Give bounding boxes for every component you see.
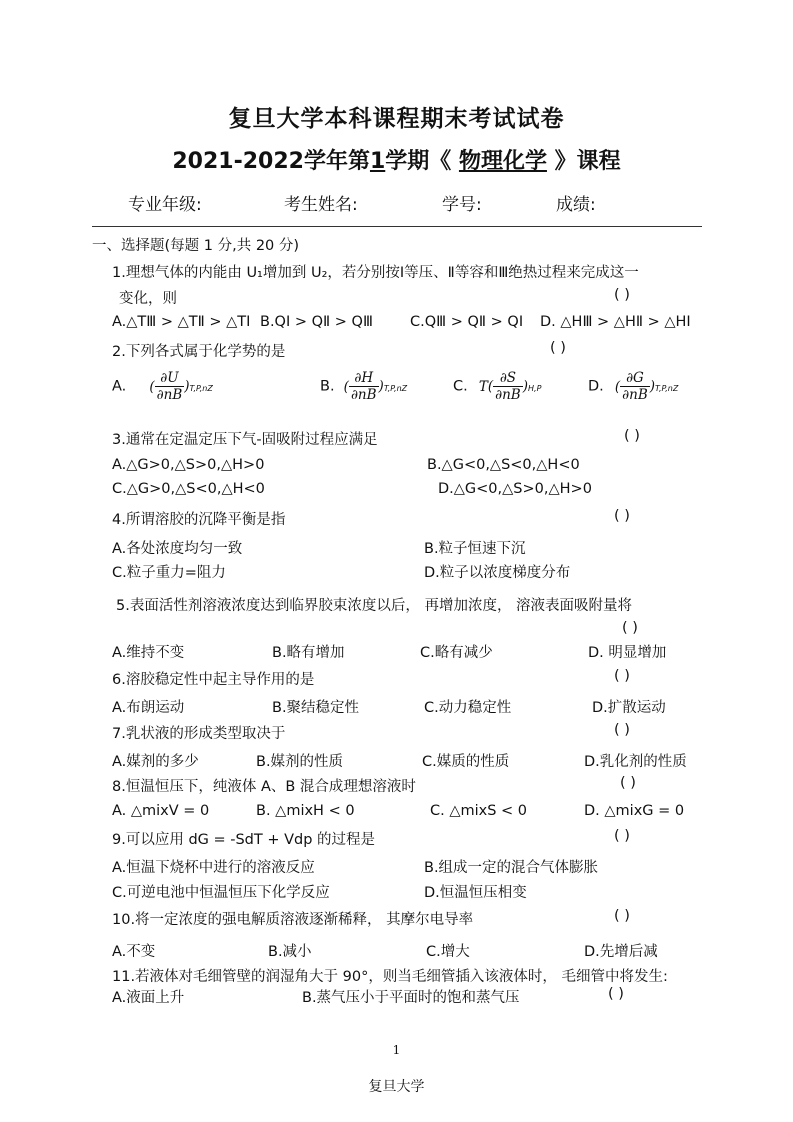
- q3-stem: 3.通常在定温定压下气-固吸附过程应满足: [112, 432, 378, 448]
- q1-answer-paren: ( ): [614, 287, 630, 303]
- q5-answer-paren: ( ): [622, 620, 638, 636]
- q2-b-denominator: ∂nB: [350, 387, 377, 403]
- student-id-label: 学号:: [442, 195, 482, 215]
- q10-option-d: D.先增后减: [584, 944, 658, 960]
- q6-option-b: B.聚结稳定性: [272, 700, 360, 716]
- footer-school: 复旦大学: [368, 1079, 425, 1095]
- q2-d-subscript: T,P,nZ: [655, 384, 679, 393]
- q1-option-b: B.QⅠ > QⅡ > QⅢ: [260, 314, 373, 330]
- q7-stem: 7.乳状液的形成类型取决于: [112, 726, 286, 742]
- q2-answer-paren: ( ): [550, 340, 566, 356]
- q9-option-a: A.恒温下烧杯中进行的溶液反应: [112, 860, 315, 876]
- q6-option-c: C.动力稳定性: [424, 700, 512, 716]
- q2-c-numerator: ∂S: [493, 370, 523, 387]
- q9-option-c: C.可逆电池中恒温恒压下化学反应: [112, 885, 330, 901]
- q2-option-b-label: B.: [320, 378, 335, 395]
- q3-option-a: A.△G>0,△S>0,△H>0: [112, 457, 265, 473]
- major-label: 专业年级:: [128, 195, 202, 215]
- q4-option-b: B.粒子恒速下沉: [424, 541, 526, 557]
- q3-option-d: D.△G<0,△S>0,△H>0: [438, 481, 592, 497]
- q2-option-d: D. ( $\frac{\partial G}{\partial nB}$ )T,P,nZ: [588, 370, 679, 403]
- q7-option-c: C.媒质的性质: [422, 754, 510, 770]
- q10-option-c: C.增大: [426, 944, 470, 960]
- q5-option-c: C.略有减少: [420, 645, 493, 661]
- q7-option-d: D.乳化剂的性质: [584, 754, 687, 770]
- subtitle-mid: 学期《: [385, 149, 459, 174]
- q10-answer-paren: ( ): [614, 908, 630, 924]
- page-number: 1: [392, 1043, 401, 1057]
- q2-option-a: A. ( $\frac{\partial U}{\partial nB}$ )T,P,nZ: [112, 370, 213, 403]
- q5-stem: 5.表面活性剂溶液浓度达到临界胶束浓度以后， 再增加浓度， 溶液表面吸附量将: [116, 598, 633, 614]
- q3-option-b: B.△G<0,△S<0,△H<0: [427, 457, 580, 473]
- q11-stem: 11.若液体对毛细管壁的润湿角大于 90°，则当毛细管插入该液体时， 毛细管中将发生:: [112, 969, 668, 985]
- q8-answer-paren: ( ): [620, 775, 636, 791]
- q1-option-a: A.△TⅢ > △TⅡ > △TⅠ: [112, 314, 251, 330]
- header-divider: [92, 226, 702, 227]
- q9-answer-paren: ( ): [614, 828, 630, 844]
- section-heading: 一、选择题(每题 1 分,共 20 分): [92, 238, 300, 254]
- q11-option-b: B.蒸气压小于平面时的饱和蒸气压: [302, 990, 520, 1006]
- q1-option-c: C.QⅢ > QⅡ > QⅠ: [410, 314, 524, 330]
- q11-option-a: A.液面上升: [112, 990, 185, 1006]
- q10-option-a: A.不变: [112, 944, 156, 960]
- q9-stem: 9.可以应用 dG = -SdT + Vdp 的过程是: [112, 832, 376, 848]
- q4-option-a: A.各处浓度均匀一致: [112, 541, 243, 557]
- subtitle-suffix: 》课程: [546, 149, 621, 174]
- q6-option-d: D.扩散运动: [592, 700, 666, 716]
- q1-stem-line2: 变化，则: [119, 291, 177, 307]
- q2-b-numerator: ∂H: [349, 370, 379, 387]
- q6-answer-paren: ( ): [614, 668, 630, 684]
- q4-option-c: C.粒子重力=阻力: [112, 565, 226, 581]
- name-label: 考生姓名:: [284, 195, 358, 215]
- q1-stem-line1: 1.理想气体的内能由 U₁增加到 U₂，若分别按Ⅰ等压、Ⅱ等容和Ⅲ绝热过程来完成这一: [112, 265, 639, 281]
- q6-stem: 6.溶胶稳定性中起主导作用的是: [112, 672, 315, 688]
- q3-option-c: C.△G>0,△S<0,△H<0: [112, 481, 265, 497]
- q2-c-prefix: T: [478, 378, 488, 395]
- q4-stem: 4.所谓溶胶的沉降平衡是指: [112, 512, 286, 528]
- score-label: 成绩:: [556, 195, 596, 215]
- subtitle-term: 1: [369, 149, 386, 174]
- q6-option-a: A.布朗运动: [112, 700, 185, 716]
- q10-option-b: B.减小: [268, 944, 312, 960]
- q9-option-b: B.组成一定的混合气体膨胀: [424, 860, 599, 876]
- q4-option-d: D.粒子以浓度梯度分布: [424, 565, 571, 581]
- q2-option-b: B. ( $\frac{\partial H}{\partial nB}$ )T,P,nZ: [320, 370, 408, 403]
- q11-answer-paren: ( ): [608, 986, 624, 1002]
- q8-option-d: D. △mixG = 0: [584, 803, 685, 819]
- q2-option-a-label: A.: [112, 378, 127, 395]
- q2-option-c-label: C.: [453, 378, 468, 395]
- q7-answer-paren: ( ): [614, 722, 630, 738]
- q1-option-d: D. △HⅢ > △HⅡ > △HⅠ: [540, 314, 691, 330]
- q3-answer-paren: ( ): [624, 428, 640, 444]
- q7-option-b: B.媒剂的性质: [256, 754, 344, 770]
- q2-a-denominator: ∂nB: [156, 387, 183, 403]
- q2-option-c: C. T( $\frac{\partial S}{\partial nB}$ )H,P: [453, 370, 542, 403]
- q2-a-subscript: T,P,nZ: [189, 384, 213, 393]
- q8-option-c: C. △mixS < 0: [430, 803, 528, 819]
- q2-d-denominator: ∂nB: [622, 387, 648, 403]
- subtitle-prefix: 2021-2022学年第: [172, 149, 370, 174]
- q5-option-a: A.维持不变: [112, 645, 185, 661]
- q8-stem: 8.恒温恒压下，纯液体 A、B 混合成理想溶液时: [112, 779, 416, 795]
- q5-option-d: D. 明显增加: [588, 645, 667, 661]
- q2-stem: 2.下列各式属于化学势的是: [112, 344, 286, 360]
- q2-c-subscript: H,P: [528, 384, 542, 393]
- q2-option-d-label: D.: [588, 378, 604, 395]
- q2-c-denominator: ∂nB: [495, 387, 521, 403]
- q10-stem: 10.将一定浓度的强电解质溶液逐渐稀释， 其摩尔电导率: [112, 912, 474, 928]
- q2-d-numerator: ∂G: [620, 370, 650, 387]
- q4-answer-paren: ( ): [614, 508, 630, 524]
- q2-b-subscript: T,P,nZ: [383, 384, 408, 393]
- q8-option-a: A. △mixV = 0: [112, 803, 210, 819]
- q2-a-numerator: ∂U: [155, 370, 185, 387]
- q8-option-b: B. △mixH < 0: [256, 803, 355, 819]
- q9-option-d: D.恒温恒压相变: [424, 885, 527, 901]
- exam-subtitle: [0, 144, 793, 175]
- subtitle-course: 物理化学: [458, 149, 547, 174]
- q5-option-b: B.略有增加: [272, 645, 345, 661]
- q7-option-a: A.媒剂的多少: [112, 754, 199, 770]
- exam-title: 复旦大学本科课程期末考试试卷: [228, 106, 565, 132]
